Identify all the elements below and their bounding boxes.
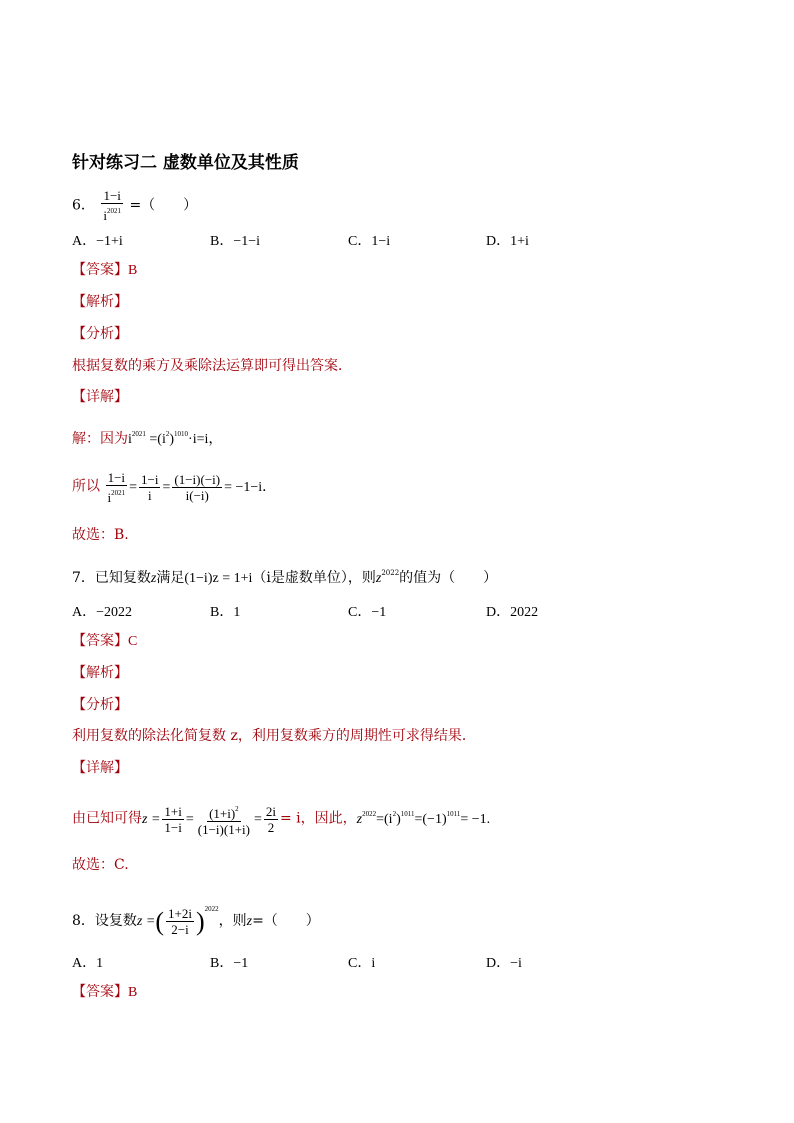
option-c: C．i bbox=[348, 956, 376, 971]
detail-tag: 【详解】 bbox=[72, 389, 128, 405]
answer-tag: 【答案】 bbox=[72, 262, 128, 278]
fraction-denominator: 2 bbox=[267, 820, 275, 835]
conclusion-7: 故选：C. bbox=[72, 857, 129, 873]
math-exponent: 2 bbox=[392, 809, 397, 818]
math-expression bbox=[356, 809, 491, 827]
question-8-stem bbox=[72, 900, 320, 937]
section-title: 针对练习二 虚数单位及其性质 bbox=[72, 153, 299, 173]
stem-text: 的值为（ ） bbox=[399, 570, 498, 586]
stem-text: 7．已知复数 bbox=[72, 570, 151, 586]
math-expression bbox=[136, 905, 219, 938]
math-exponent: 2022 bbox=[204, 905, 219, 913]
question-tail: =（ ） bbox=[129, 197, 198, 214]
math-exponent: 2 bbox=[165, 430, 170, 438]
math-part: =(−1) bbox=[414, 811, 447, 827]
option-d: D．−i bbox=[486, 956, 522, 971]
conclusion-6: 故选：B. bbox=[72, 527, 129, 543]
fraction-denominator: (1−i)(1+i) bbox=[197, 822, 250, 837]
math-exponent: 2022 bbox=[381, 569, 400, 577]
solution-prefix: 解：因为 bbox=[72, 431, 128, 447]
question-7-stem bbox=[72, 564, 497, 588]
exponent: 2021 bbox=[107, 207, 121, 215]
solution-line-1 bbox=[72, 425, 222, 449]
base: i bbox=[103, 208, 107, 223]
fenxi-tag: 【分析】 bbox=[72, 697, 128, 713]
answer-line bbox=[72, 632, 137, 651]
answer-tag: 【答案】 bbox=[72, 633, 128, 649]
left-paren: ( bbox=[155, 906, 164, 936]
fenxi-text: 根据复数的乘方及乘除法运算即可得出答案． bbox=[72, 358, 352, 374]
detail-line bbox=[72, 802, 490, 837]
fraction-denominator bbox=[106, 486, 128, 505]
fraction bbox=[196, 802, 252, 837]
exponent: 2021 bbox=[111, 489, 126, 497]
math-equation: (1−i)z = 1+i bbox=[184, 571, 253, 586]
fraction-numerator: 1−i bbox=[141, 472, 159, 487]
answer-line bbox=[72, 983, 137, 1002]
stem-text: =（ ） bbox=[252, 913, 320, 929]
fenxi-tag: 【分析】 bbox=[72, 326, 128, 342]
detail-prefix: 由已知可得 bbox=[72, 810, 142, 827]
solution-line-2 bbox=[72, 470, 276, 505]
option-b: B．1 bbox=[210, 605, 241, 620]
fraction-denominator: i bbox=[147, 488, 152, 503]
fraction-denominator bbox=[101, 204, 123, 223]
base: (1+i) bbox=[209, 806, 236, 821]
fraction bbox=[264, 804, 278, 835]
stem-text: （i是虚数单位），则 bbox=[252, 570, 376, 586]
detail-tag: 【详解】 bbox=[72, 760, 128, 776]
math-paren: (i bbox=[157, 432, 166, 447]
stem-text: 满足 bbox=[156, 570, 185, 586]
math-tail: = −1−i． bbox=[224, 479, 277, 495]
fraction-numerator: 1+2i bbox=[168, 906, 192, 922]
solution-prefix: 所以 bbox=[72, 478, 100, 495]
math-exponent: 1011 bbox=[446, 809, 461, 818]
option-a: A．−2022 bbox=[72, 605, 133, 620]
math-exponent: 1011 bbox=[400, 809, 415, 818]
detail-mid: = i，因此， bbox=[280, 810, 357, 827]
math-exponent: 1010 bbox=[174, 430, 189, 438]
question-number: 6． bbox=[72, 197, 95, 214]
math-exponent: 2022 bbox=[362, 809, 377, 818]
analysis-tag: 【解析】 bbox=[72, 665, 128, 681]
stem-text: ，则 bbox=[218, 913, 247, 929]
fraction-numerator: 2i bbox=[265, 804, 276, 819]
fraction-numerator: 1+i bbox=[164, 804, 182, 819]
question-6-stem bbox=[72, 188, 197, 223]
math-paren: ) bbox=[169, 432, 175, 447]
math-var: z = bbox=[136, 914, 156, 929]
fraction bbox=[101, 188, 123, 223]
fraction bbox=[106, 470, 128, 505]
math-exponent: 2021 bbox=[131, 430, 146, 438]
stem-text: 8．设复数 bbox=[72, 913, 137, 929]
math-paren: ) bbox=[396, 811, 401, 827]
fraction-numerator: 1−i bbox=[103, 188, 121, 203]
fraction bbox=[166, 906, 194, 937]
math-equals: = bbox=[149, 432, 158, 447]
base: i bbox=[107, 490, 112, 505]
fraction-denominator: 2−i bbox=[171, 922, 189, 938]
fraction-numerator: 1−i bbox=[107, 470, 126, 485]
math-var: z bbox=[356, 811, 363, 827]
exponent: 2 bbox=[235, 805, 239, 813]
math-tail: = −1. bbox=[460, 811, 491, 827]
option-b: B．−1 bbox=[210, 956, 249, 971]
fraction-numerator bbox=[207, 802, 241, 822]
math-tail: ·i=i， bbox=[188, 432, 223, 447]
fraction bbox=[172, 472, 222, 503]
math-var: z bbox=[246, 914, 253, 929]
option-b: B．−1−i bbox=[210, 234, 261, 249]
math-expression bbox=[128, 432, 222, 447]
option-d: D．1+i bbox=[486, 234, 529, 249]
option-d: D．2022 bbox=[486, 605, 539, 620]
analysis-tag: 【解析】 bbox=[72, 294, 128, 310]
math-var: z bbox=[375, 571, 382, 586]
fraction bbox=[139, 472, 160, 503]
math-var: z = bbox=[142, 811, 161, 827]
option-c: C．1−i bbox=[348, 234, 391, 249]
fraction bbox=[162, 804, 183, 835]
option-c: C．−1 bbox=[348, 605, 387, 620]
answer-tag: 【答案】 bbox=[72, 984, 128, 1000]
math-expression: z = $\frac{1+i}{1-i}$ = $\frac{(1+i)^2}{(1-i)(1+i)}$ = $\frac{2i}{2}$ bbox=[142, 804, 276, 837]
fenxi-text: 利用复数的除法化简复数 z，利用复数乘方的周期性可求得结果． bbox=[72, 728, 476, 744]
fraction-denominator: 1−i bbox=[164, 820, 182, 835]
answer-value: B bbox=[128, 263, 138, 278]
option-a: A．1 bbox=[72, 956, 104, 971]
math-base: i bbox=[128, 432, 132, 447]
answer-value: C bbox=[128, 634, 138, 649]
right-paren: ) bbox=[195, 906, 205, 936]
fraction-numerator: (1−i)(−i) bbox=[174, 472, 221, 487]
math-expression: $\frac{1-i}{i^{2021}}$ = $\frac{1-i}{i}$ = $\frac{(1-i)(-i)}{i(-i)}$ = −1−i． bbox=[107, 470, 277, 505]
math-var: z bbox=[150, 571, 157, 586]
answer-line bbox=[72, 261, 137, 280]
answer-value: B bbox=[128, 985, 138, 1000]
fraction-denominator: i(−i) bbox=[185, 488, 209, 503]
math-part: =(i bbox=[376, 811, 393, 827]
option-a: A．−1+i bbox=[72, 234, 123, 249]
